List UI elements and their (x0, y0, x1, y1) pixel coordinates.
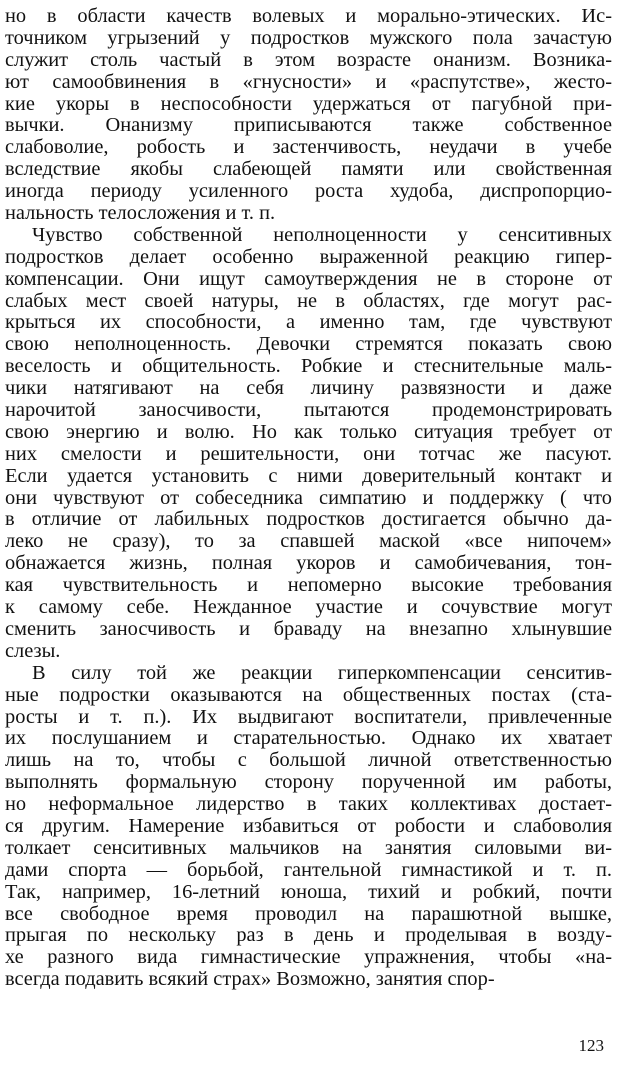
text-line: Чувство собственной неполноценности у сенситивных (32, 224, 612, 246)
text-line: лишь на то, чтобы с большой личной ответственностью (5, 750, 612, 772)
text-line: кая чувствительность и непомерно высокие требования (5, 575, 612, 597)
text-line: ные подростки оказываются на общественных постах (ста- (5, 684, 612, 706)
text-line: них смелости и решительности, они тотчас же пасуют. (5, 443, 612, 465)
text-line: прыгая по нескольку раз в день и проделывая в возду- (5, 925, 612, 947)
text-line: чики натягивают на себя личину развязности и даже (5, 378, 612, 400)
text-line: Если удается установить с ними доверительный контакт и (5, 465, 612, 487)
text-line: крыться их способности, а именно там, где чувствуют (5, 312, 612, 334)
text-line: компенсации. Они ищут самоутверждения не в стороне от (5, 268, 612, 290)
text-line: к самому себе. Нежданное участие и сочувствие могут (5, 597, 612, 619)
text-line: дами спорта — борьбой, гантельной гимнастикой и т. п. (5, 859, 612, 881)
text-line: Так, например, 16-летний юноша, тихий и робкий, почти (5, 881, 612, 903)
text-line: все свободное время проводил на парашютной вышке, (5, 903, 612, 925)
text-line: всегда подавить всякий страх» Возможно, занятия спор- (5, 969, 495, 991)
text-line: в отличие от лабильных подростков достигается обычно да- (5, 509, 612, 531)
text-line: выполнять формальную сторону порученной им работы, (5, 772, 612, 794)
text-line: слабых мест своей натуры, не в областях, где могут рас- (5, 290, 612, 312)
paragraph (5, 6, 612, 225)
text-line: сменить заносчивость и браваду на внезапно хлынувшие (5, 618, 612, 640)
text-line: нарочитой заносчивости, пытаются продемонстрировать (5, 400, 612, 422)
text-line: кие укоры в неспособности удержаться от пагубной при- (5, 93, 612, 115)
text-line: но в области качеств волевых и морально-этических. Ис- (5, 6, 612, 27)
text-line: ся другим. Намерение избавиться от робости и слабоволия (5, 815, 612, 837)
text-line: они чувствуют от собеседника симпатию и поддержку ( что (5, 487, 612, 509)
page-number: 123 (578, 1036, 604, 1055)
text-line: свою неполноценность. Девочки стремятся показать свою (5, 334, 612, 356)
text-line: толкает сенситивных мальчиков на занятия силовыми ви- (5, 837, 612, 859)
text-line: точником угрызений у подростков мужского пола зачастую (5, 27, 612, 49)
text-line: леко не сразу), то за спавшей маской «все нипочем» (5, 531, 612, 553)
text-line: веселость и общительность. Робкие и стеснительные маль- (5, 356, 612, 378)
text-line: вследствие якобы слабеющей памяти или свойственная (5, 159, 612, 181)
text-line: слабоволие, робость и застенчивость, неудачи в учебе (5, 137, 612, 159)
text-line: вычки. Онанизму приписываются также собственное (5, 115, 612, 137)
text-line: хе разного вида гимнастические упражнения, чтобы «на- (5, 947, 612, 969)
text-line: В силу той же реакции гиперкомпенсации сенситив- (32, 662, 612, 684)
text-line: слезы. (5, 640, 61, 662)
paragraph (5, 225, 612, 663)
text-body (5, 6, 612, 991)
text-line: служит столь частый в этом возрасте онанизм. Возника- (5, 49, 612, 71)
paragraph (5, 663, 612, 991)
text-line: свою энергию и волю. Но как только ситуация требует от (5, 421, 612, 443)
text-line: подростков делает особенно выраженной реакцию гипер- (5, 246, 612, 268)
text-line: росты и т. п.). Их выдвигают воспитатели, привлеченные (5, 706, 612, 728)
text-line: обнажается жизнь, полная укоров и самобичевания, тон- (5, 553, 612, 575)
text-line: иногда периоду усиленного роста худоба, диспропорцио- (5, 181, 612, 203)
text-line: их послушанием и старательностью. Однако их хватает (5, 728, 612, 750)
text-line: ют самообвинения в «гнусности» и «распутстве», жесто- (5, 71, 612, 93)
text-line: но неформальное лидерство в таких коллективах достает- (5, 794, 612, 816)
text-line: нальность телосложения и т. п. (5, 203, 276, 225)
